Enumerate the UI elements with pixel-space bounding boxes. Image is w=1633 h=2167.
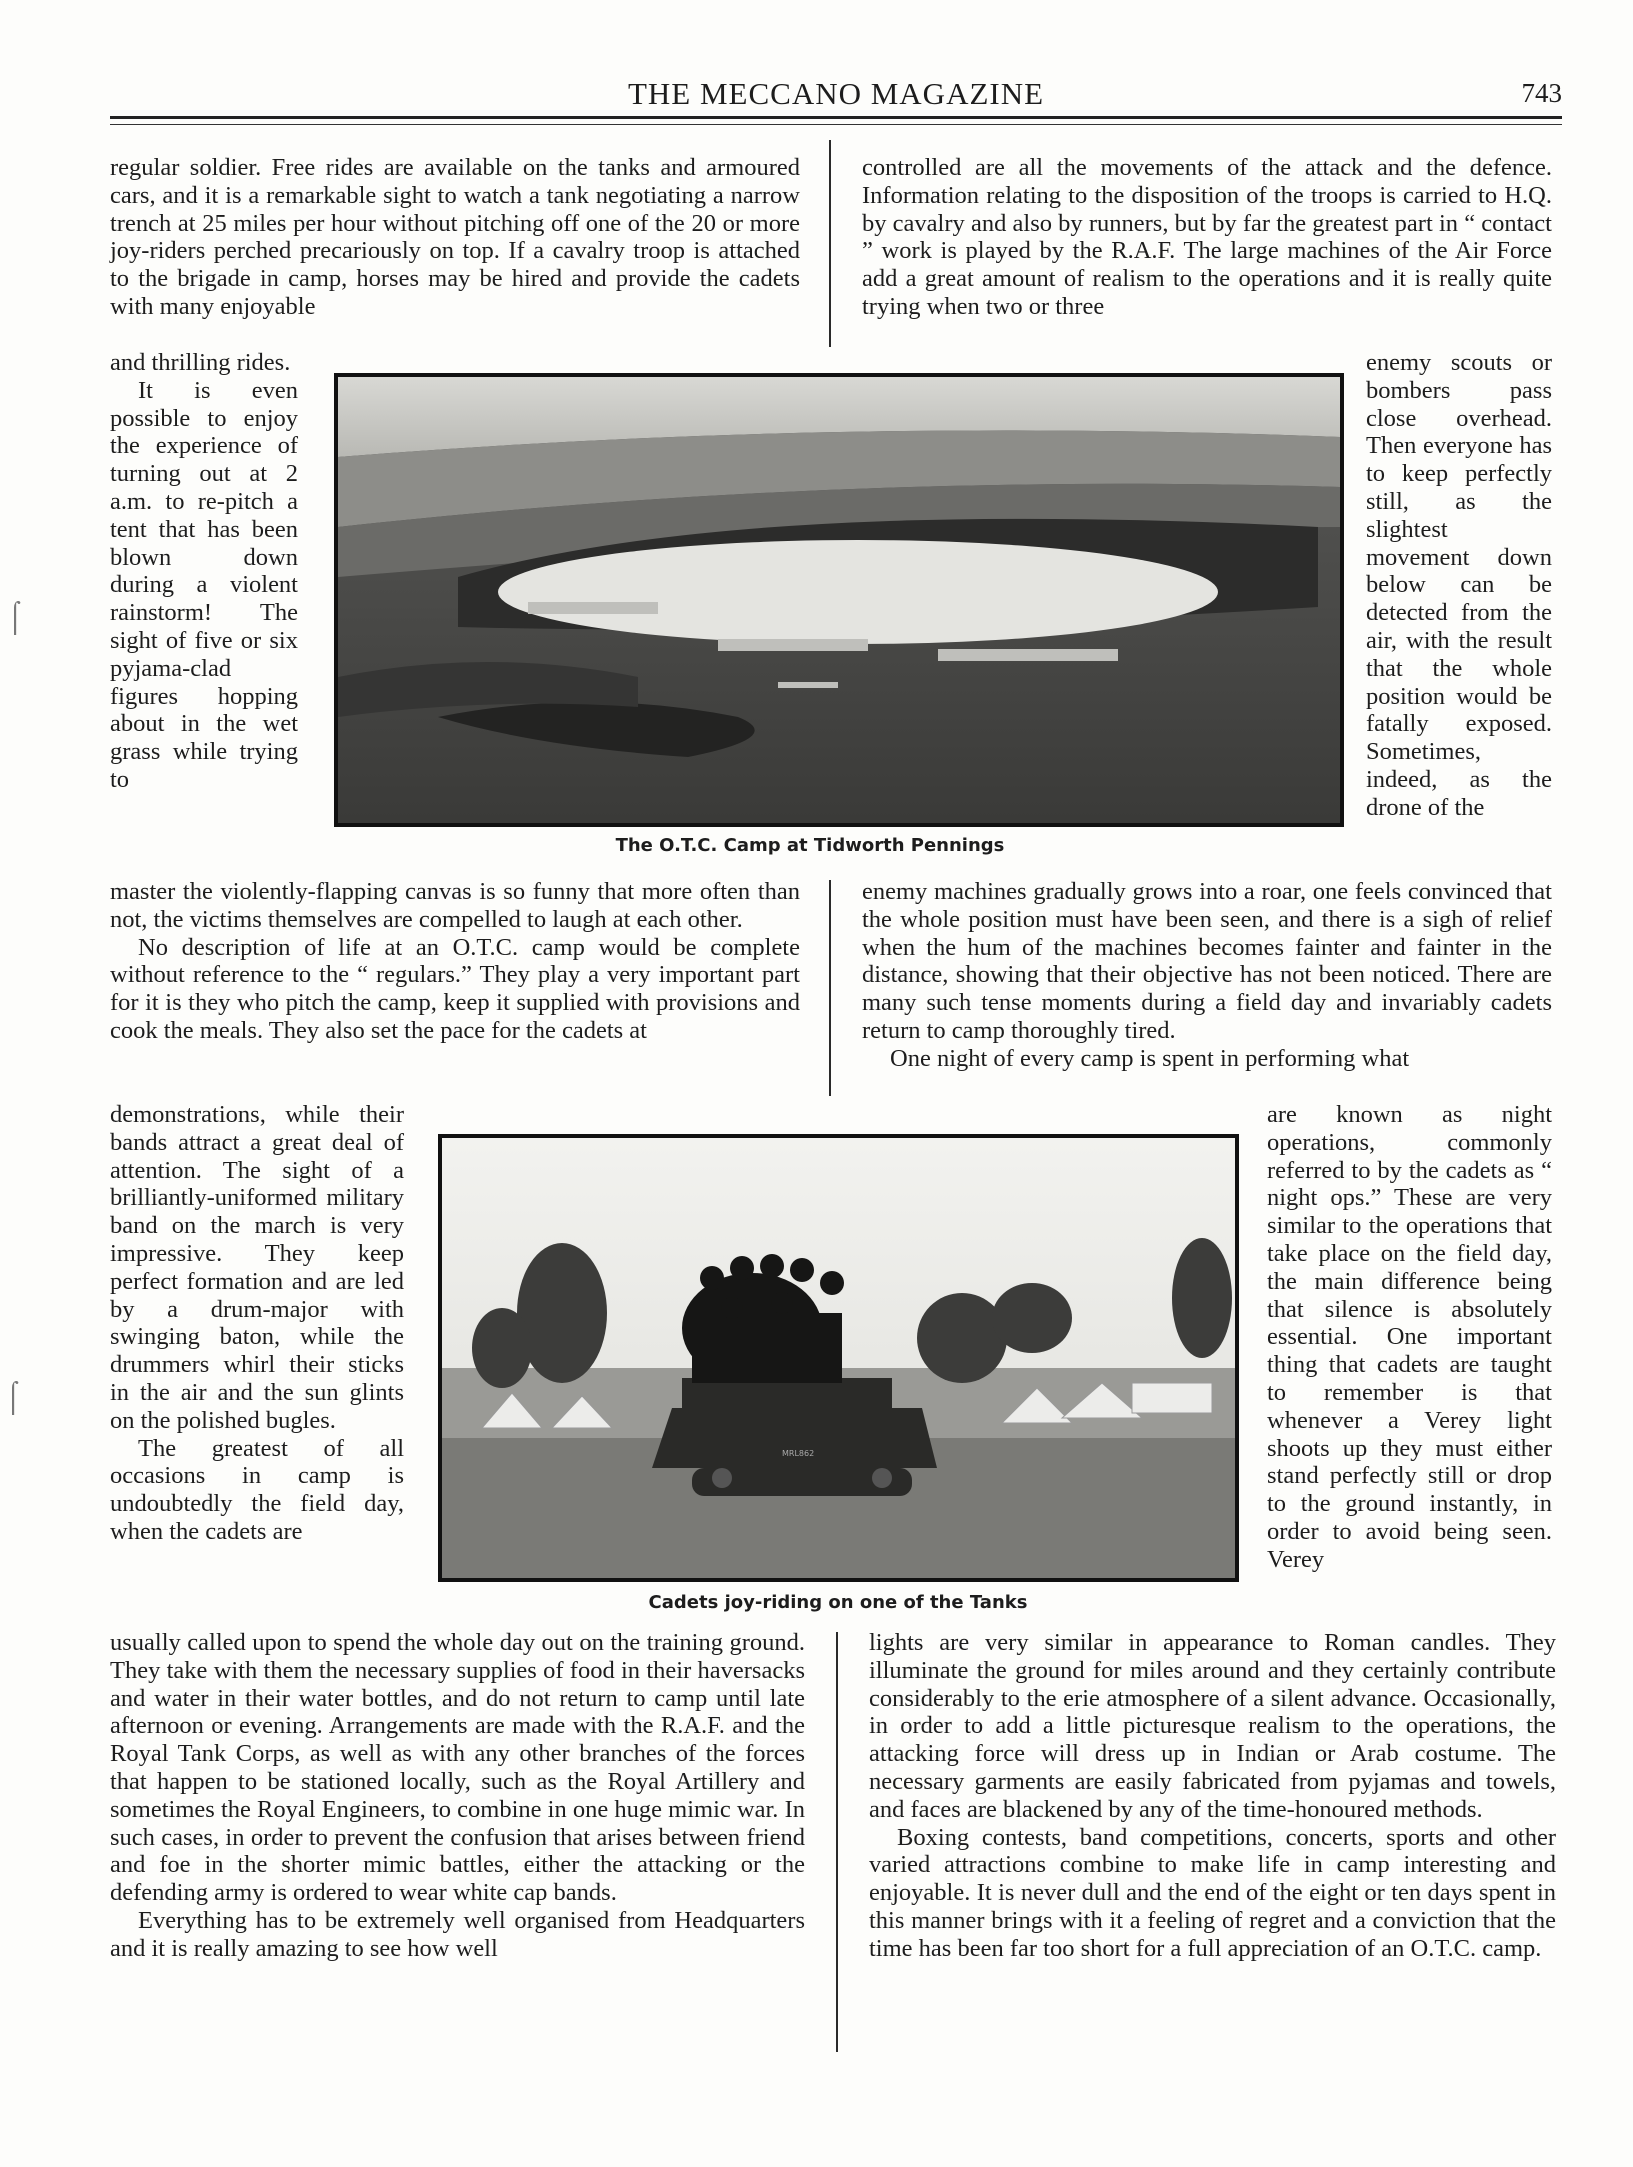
- right-column-narrow-1: [1366, 349, 1552, 822]
- page-number: 743: [1521, 78, 1562, 108]
- paragraph: No description of life at an O.T.C. camp would be complete without reference to the “ regulars.” They play a very important part for it is they who pitch the camp, keep it supplied with provisions and cook the meals. They also set the pace for the cadets at: [110, 933, 800, 1044]
- paragraph: lights are very similar in appearance to Roman candles. They illuminate the ground for miles around and they certainly contribute considerably to the erie atmosphere of a silent advance. Occasionally, in order to add a little picturesque realism to the operations, the attacking force will dress up in Indian or Arab costume. The necessary garments are easily fabricated from pyjamas and towels, and faces are blackened by any of the time-honoured methods.: [869, 1629, 1556, 1823]
- left-column-top: [110, 154, 800, 321]
- left-column-narrow-2: [110, 1101, 404, 1546]
- paragraph: It is even possible to enjoy the experience of turning out at 2 a.m. to re-pitch a tent that has been blown down during a violent rainstorm! The sight of five or six pyjama-clad figures hopping about in the wet grass while trying to: [110, 376, 298, 793]
- tank-photo: [438, 1134, 1239, 1582]
- magazine-title: THE MECCANO MAGAZINE: [627, 76, 1045, 111]
- left-column-narrow-1: [110, 349, 298, 794]
- paragraph: enemy scouts or bombers pass close overhead. Then everyone has to keep perfectly still, as the slightest movement down below can be detected from the air, with the result that the whole position would be fatally exposed. Sometimes, indeed, as the drone of the: [1366, 349, 1552, 821]
- right-column-narrow-2: [1267, 1101, 1552, 1574]
- paragraph: The greatest of all occasions in camp is undoubtedly the field day, when the cadets are: [110, 1434, 404, 1545]
- masthead: [110, 76, 1562, 119]
- paragraph: demonstrations, while their bands attract a great deal of attention. The sight of a brilliantly-uniformed military band on the march is very impressive. They keep perfect formation and are led by a drum-major with swinging baton, while the drummers whirl their sticks in the air and the sun glints on the polished bugles.: [110, 1101, 404, 1434]
- paragraph: usually called upon to spend the whole day out on the training ground. They take with them the necessary supplies of food in their haversacks and water in their water bottles, and do not return to camp until late afternoon or evening. Arrangements are made with the R.A.F. and the Royal Tank Corps, as well as with any other branches of the forces that happen to be stationed locally, such as the Royal Artillery and sometimes the Royal Engineers, to combine in one huge mimic war. In such cases, in order to prevent the confusion that arises between friend and foe in the shorter mimic battles, either the attacking or the defending army is ordered to wear white cap bands.: [110, 1629, 805, 1907]
- paragraph: controlled are all the movements of the attack and the defence. Information relating to the disposition of the troops is carried to H.Q. by cavalry and also by runners, but by far the greatest part in “ contact ” work is played by the R.A.F. The large machines of the Air Force add a great amount of realism to the operations and it is really quite trying when two or three: [862, 154, 1552, 320]
- column-divider-bottom: [836, 1632, 838, 2052]
- camp-photo-caption: The O.T.C. Camp at Tidworth Pennings: [615, 835, 1005, 856]
- tank-photo-caption: Cadets joy-riding on one of the Tanks: [648, 1592, 1028, 1613]
- left-column-bottom: [110, 1629, 805, 1963]
- paragraph: and thrilling rides.: [110, 349, 291, 376]
- binding-mark: ⌠: [6, 600, 25, 633]
- camp-photo: [334, 373, 1344, 827]
- left-column-middle: [110, 878, 800, 1045]
- binding-mark: ⌠: [4, 1380, 23, 1413]
- right-column-top: [862, 154, 1552, 321]
- paragraph: master the violently-flapping canvas is so funny that more often than not, the victims themselves are compelled to laugh at each other.: [110, 878, 800, 933]
- paragraph: One night of every camp is spent in performing what: [890, 1044, 1410, 1072]
- column-divider-middle: [829, 880, 831, 1096]
- paragraph: regular soldier. Free rides are available on the tanks and armoured cars, and it is a remarkable sight to watch a tank negotiating a narrow trench at 25 miles per hour without pitching off one of the 20 or more joy-riders perched precariously on top. If a cavalry troop is attached to the brigade in camp, horses may be hired and provide the cadets with many enjoyable: [110, 154, 800, 320]
- right-column-middle: [862, 878, 1552, 1073]
- paragraph: enemy machines gradually grows into a roar, one feels convinced that the whole position must have been seen, and there is a sigh of relief when the hum of the machines becomes fainter and fainter in the distance, showing that their objective has not been noticed. There are many such tense moments during a field day and invariably cadets return to camp thoroughly tired.: [862, 878, 1552, 1044]
- paragraph: are known as night operations, commonly referred to by the cadets as “ night ops.” These are very similar to the operations that take place on the field day, the main difference being that silence is absolutely essential. One important thing that cadets are taught to remember is that whenever a Verey light shoots up they must either stand perfectly still or drop to the ground instantly, in order to avoid being seen. Verey: [1267, 1101, 1552, 1573]
- paragraph: Everything has to be extremely well organised from Headquarters and it is really amazing to see how well: [110, 1906, 805, 1962]
- paragraph: Boxing contests, band competitions, concerts, sports and other varied attractions combine to make life in camp interesting and enjoyable. It is never dull and the end of the eight or ten days spent in this manner brings with it a feeling of regret and a conviction that the time has been far too short for a full appreciation of an O.T.C. camp.: [869, 1823, 1556, 1962]
- header-rule: [110, 124, 1562, 125]
- column-divider-top: [829, 140, 831, 347]
- tank-plate: MRL862: [782, 1449, 815, 1458]
- tank-photo-icon: [442, 1138, 1235, 1578]
- right-column-bottom: [869, 1629, 1556, 1963]
- camp-photo-icon: [338, 377, 1340, 823]
